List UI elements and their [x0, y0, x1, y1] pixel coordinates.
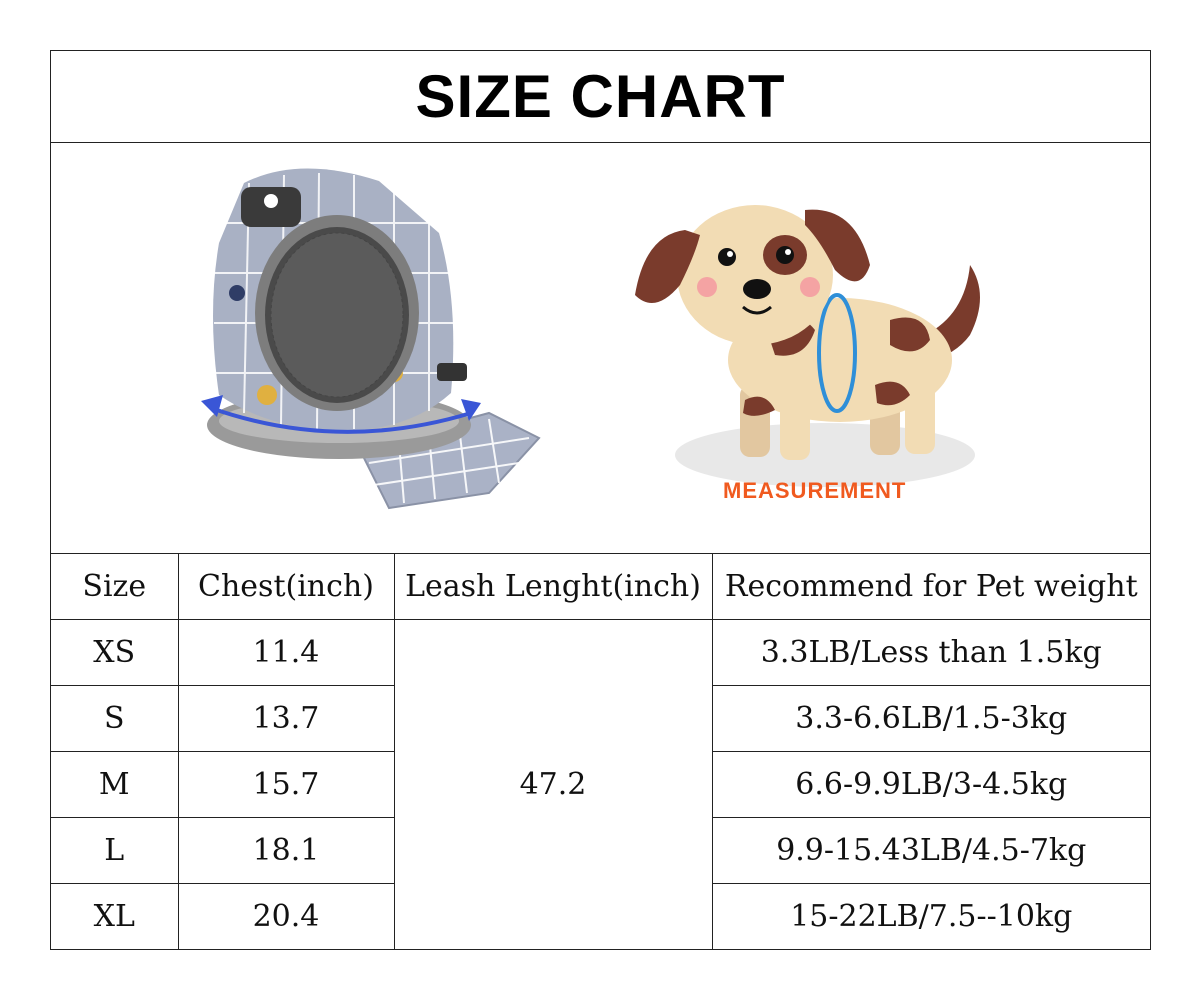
header-chest: Chest(inch) — [178, 554, 394, 620]
size-cell: S — [51, 686, 178, 752]
chest-cell: 13.7 — [178, 686, 394, 752]
size-cell: XS — [51, 620, 178, 686]
weight-cell: 3.3-6.6LB/1.5-3kg — [712, 686, 1150, 752]
chest-cell: 18.1 — [178, 818, 394, 884]
measurement-label: MEASUREMENT — [723, 478, 907, 503]
chest-cell: 11.4 — [178, 620, 394, 686]
table-header-row — [51, 554, 1150, 620]
size-chart-frame — [50, 50, 1151, 950]
header-leash-length: Leash Lenght(inch) — [394, 554, 712, 620]
size-cell: L — [51, 818, 178, 884]
weight-cell: 9.9-15.43LB/4.5-7kg — [712, 818, 1150, 884]
page-title: SIZE CHART — [415, 63, 786, 130]
illustration-row — [51, 143, 1150, 554]
table-row — [51, 620, 1150, 686]
weight-cell: 3.3LB/Less than 1.5kg — [712, 620, 1150, 686]
header-weight: Recommend for Pet weight — [712, 554, 1150, 620]
harness-image — [189, 163, 545, 511]
header-size: Size — [51, 554, 178, 620]
size-cell: M — [51, 752, 178, 818]
chest-cell: 15.7 — [178, 752, 394, 818]
dog-illustration — [625, 185, 1005, 511]
size-table — [51, 554, 1150, 950]
weight-cell: 6.6-9.9LB/3-4.5kg — [712, 752, 1150, 818]
title-row — [51, 51, 1150, 143]
chest-cell: 20.4 — [178, 884, 394, 950]
size-cell: XL — [51, 884, 178, 950]
leash-length-cell: 47.2 — [394, 620, 712, 950]
weight-cell: 15-22LB/7.5--10kg — [712, 884, 1150, 950]
